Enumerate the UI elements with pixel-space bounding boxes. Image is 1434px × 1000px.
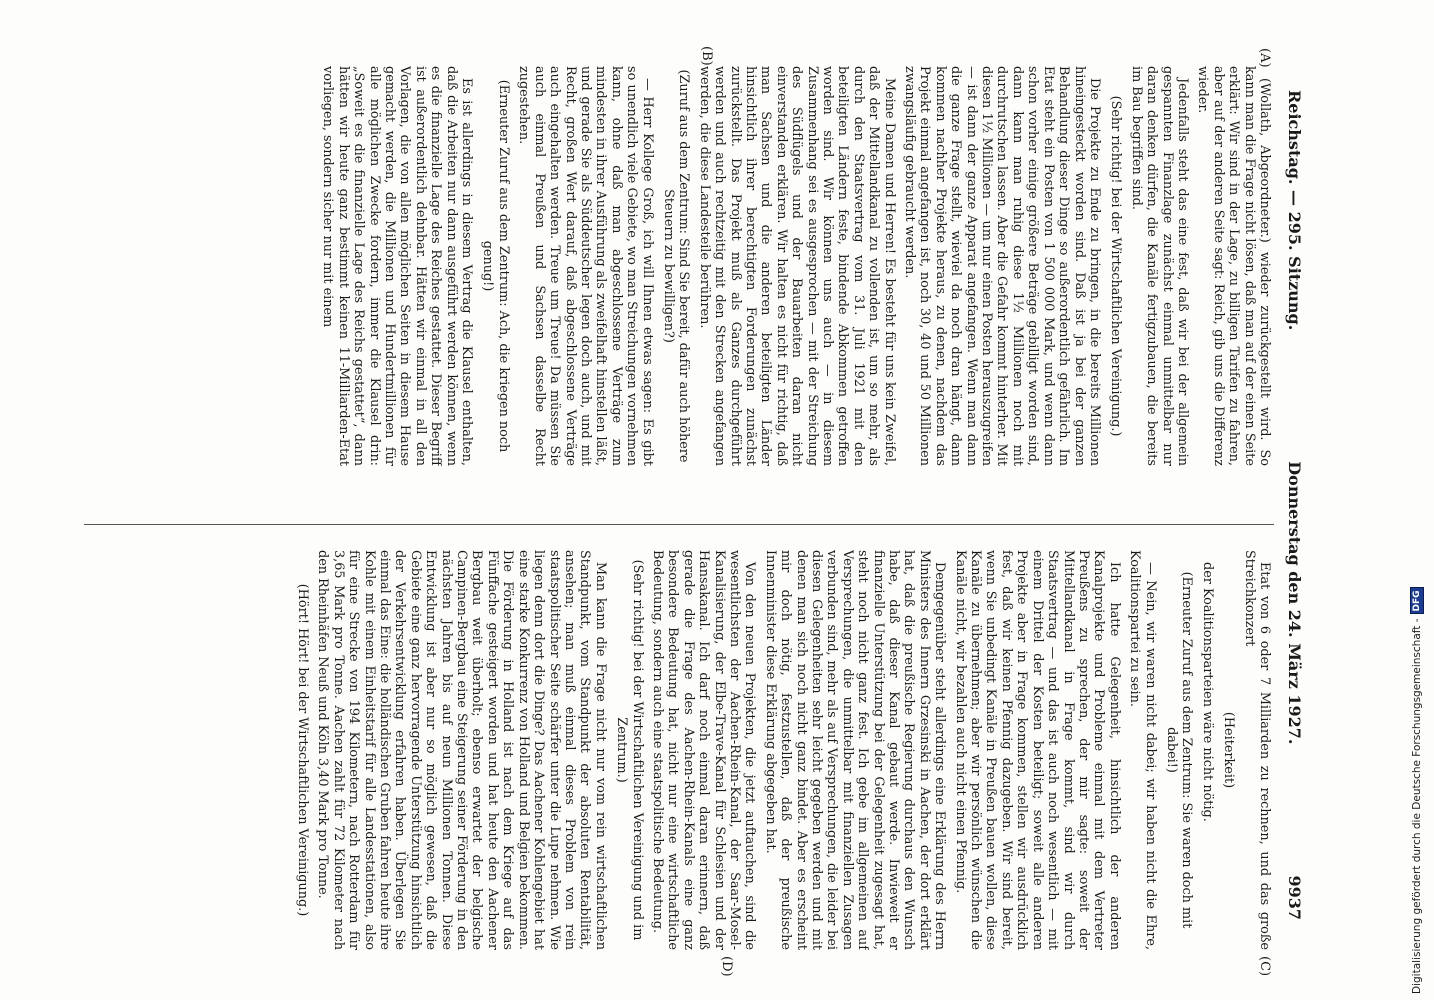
interjection: (Zuruf aus dem Zentrum: Sind Sie bereit, dafür auch höhere Steuern zu bewilligen?) (660, 69, 692, 463)
paragraph: — Herr Kollege Groß, ich will Ihnen etwas sagen: Es gibt so unendlich viele Gebiete, wo man Streichungen vornehmen kann, ohne daß man abgeschlossene Verträge zum mindesten in ihrer Ausführung als zweifelhaft hinstellen läßt, und gerade Sie als Süddeutscher legen doch auch, und mit Recht, großen Wert darauf, daß abgeschlossene Verträge auch eingehalten werden. Treue um Treue! Da müssen Sie auch einmal Preußen und Sachsen dasselbe Recht zugestehen. (516, 66, 655, 466)
digitization-footer (1408, 0, 1426, 994)
interjection: (Hört! Hört! bei der Wirtschaftlichen Vereinigung.) (295, 583, 311, 917)
paragraph: Meine Damen und Herren! Es besteht für uns kein Zweifel, daß der Mittellandkanal zu vollenden ist, um so mehr, als durch den Staatsvertrag vom 31. Juli 1921 mit den beteiligten Ländern feste, bindende Abkommen getroffen worden sind. Wir können uns auch — in diesem Zusammenhang sei es ausgesprochen — mit der Streichung des Südflügels und der Bauarbeiten daran nicht einverstanden erklären. Wir halten es nicht für richtig, daß man Sachsen und die anderen beteiligten Länder hinsichtlich ihrer berechtigten Forderungen zunächst zurückstellt. Das Projekt muß als Ganzes durchgeführt werden und auch rechtzeitig mit den Strecken angefangen werden, die diese Landesteile berühren. (696, 66, 897, 466)
paragraph: — Nein, wir waren nicht dabei; wir haben nicht die Ehre, Koalitionspartei zu sein. (1127, 550, 1158, 950)
dfg-logo: DFG (1410, 587, 1424, 614)
column-divider (84, 524, 1274, 525)
header-left: Reichstag. — 295. Sitzung. (1285, 90, 1305, 331)
margin-marker-a: (A) (1257, 48, 1272, 68)
paragraph: Von den neuen Projekten, die jetzt auftauchen, sind die wesentlichsten der Aachen-Rhein-Kanal, der Saar-Mosel-Kanalisierung, der Elbe-Trave-Kanal für Schlesien und der Hansakanal. Ich darf noch einmal daran erinnern, daß gerade die Frage des Aachen-Rhein-Kanals eine ganz besondere Bedeutung hat, nicht nur eine wirtschaftliche Bedeutung, sondern auch eine staatspolitische Bedeutung. (649, 550, 758, 950)
paragraph: Ich hatte Gelegenheit, hinsichtlich der anderen Kanalprojekte und Probleme einmal mit dem Vertreter Preußens zu sprechen, der mir sagte: soweit der Mittellandkanal in Frage kommt, sind wir durch Staatsvertrag — und das ist auch noch wesentlich — mit einem Drittel der Kosten beteiligt; soweit alle anderen Projekte aber in Frage kommen, stellen wir ausdrücklich fest, daß wir keinen Pfennig dazugeben. Wir sind bereit, wenn Sie unbedingt Kanäle in Preußen bauen wollen, diese Kanäle zu übernehmen; aber wir persönlich wünschen die Kanäle nicht, wir bezahlen auch nicht einen Pfennig. (952, 550, 1122, 950)
paragraph: Die Projekte zu Ende zu bringen, in die bereits Millionen hineingesteckt worden sind. Daß ist ja bei der ganzen Behandlung dieser Dinge so außerordentlich gefährlich. Im Etat steht ein Posten von 1 500 000 Mark, und wenn dann schon vorher einige größere Beträge gebilligt worden sind, dann kann man ruhig diese 1½ Millionen noch mit durchrutschen lassen. Aber die Gefahr kommt hinterher. Mit diesen 1½ Millionen — um nur einen Posten herauszugreifen — ist dann der ganze Apparat angefangen. Wenn man dann die ganze Frage stellt, wieviel da noch dran hängt, dann kommen nachher Projekte heraus, zu denen, nachdem das Projekt einmal angefangen ist, noch 30, 40 und 50 Millionen zwangsläufig gebraucht werden. (902, 66, 1102, 466)
margin-marker-d: (D) (719, 956, 734, 977)
paragraph: Es ist allerdings in diesem Vertrag die Klausel enthalten, daß die Arbeiten nur dann ausgeführt werden können, wenn es die finanzielle Lage des Reiches gestattet. Dieser Begriff ist außerordentlich dehnbar. Hätten wir einmal in all den Vorlagen, die von allen möglichen Seiten in diesem Hause gemacht werden, die Millionen und Hundertmillionen für alle möglichen Zwecke fordern, immer die Klausel drin: „Soweit es die finanzielle Lage des Reichs gestattet“, dann hätten wir heute ganz bestimmt keinen 11-Milliarden-Etat vorliegen, sondern sicher nur mit einem (320, 66, 475, 466)
interjection: (Heiterkeit) (1221, 711, 1237, 789)
interjection: (Sehr richtig! bei der Wirtschaftlichen Vereinigung und im Zentrum.) (614, 559, 645, 941)
paragraph: Jedenfalls steht das eine fest, daß wir bei der allgemein gespannten Finanzlage zunächst einmal unmittelbar nur daran denken dürfen, die Kanäle fertigzubauen, die bereits im Bau begriffen sind. (1128, 66, 1190, 466)
paragraph: der Koalitionsparteien wäre nicht nötig. (1199, 562, 1215, 822)
page-number: 9937 (1285, 875, 1305, 920)
interjection: (Sehr richtig! bei der Wirtschaftlichen Vereinigung.) (1108, 95, 1124, 437)
page-header (1284, 90, 1306, 920)
paragraph: Man kann die Frage nicht nur vom rein wirtschaftlichen Standpunkt, vom Standpunkt der absoluten Rentabilität, ansehen; man muß einmal dieses Problem von rein staatspolitischer Seite schärfer unter die Lupe nehmen. Wie liegen denn dort die Dinge? Das Aachener Kohlengebiet hat eine starke Konkurrenz von Holland und Belgien bekommen. Die Förderung in Holland ist nach dem Kriege auf das Fünffache gesteigert worden und hat heute den Aachener Bergbau weit überholt; ebenso erwartet der belgische Campinen-Bergbau eine Steigerung seiner Förderung in den nächsten Jahren bis auf neun Millionen Tonnen. Diese Entwicklung ist aber nur so möglich gewesen, daß die Gebiete eine ganz hervorragende Unterstützung hinsichtlich der Verkehrsentwicklung erfahren haben. Überlegen Sie einmal das Eine: die holländischen Gruben fahren heute ihre Kohle mit einem Einheitstarif für alle Landesstationen, also für eine Strecke von 194 Kilometern, nach Rotterdam für 3,65 Mark pro Tonne. Aachen zahlt für 72 Kilometer nach den Rheinhäfen Neuß und Köln 3,40 Mark pro Tonne. (315, 550, 608, 950)
right-column (87, 550, 1272, 950)
paragraph: Etat von 6 oder 7 Milliarden zu rechnen, und das große Streichkonzert (1241, 550, 1272, 950)
footer-text: Digitalisierung gefördert durch die Deutsche Forschungsgemeinschaft - (1411, 618, 1423, 994)
paragraph: (Wollath, Abgeordneter.) wieder zurückgestellt wird. So kann man die Frage nicht lösen, daß man auf der einen Seite erklärt: Wir sind in der Lage, zu billigen Tarifen zu fahren, aber auf der anderen Seite sagt: Reich, gib uns die Differenz wieder. (1195, 66, 1272, 466)
margin-marker-b: (B) (699, 46, 714, 66)
margin-marker-c: (C) (1257, 956, 1272, 977)
left-column (87, 66, 1272, 466)
header-center: Donnerstag den 24. März 1927. (1285, 461, 1305, 745)
interjection: (Erneuter Zuruf aus dem Zentrum: Sie waren doch mit dabei!) (1163, 571, 1195, 929)
interjection: (Erneuter Zuruf aus dem Zentrum: Ach, die kriegen noch genug!) (480, 79, 511, 453)
paragraph: Demgegenüber steht allerdings eine Erklärung des Herrn Ministers des Innern Grzesinski in Aachen, der dort erklärt hat, daß die preußische Regierung durchaus den Wunsch habe, daß dieser Kanal gebaut werde. Inwieweit er finanzielle Unterstützung bei der Gelegenheit zugesagt hat, steht noch nicht ganz fest. Ich gebe im allgemeinen auf Versprechungen, die unmittelbar mit finanziellen Zusagen verbunden sind, mehr als auf Versprechungen, die leider bei diesen Gelegenheiten sehr leicht gegeben werden und mit denen man sich noch nicht ganz bindet. Aber es erscheint mir doch nötig, festzustellen, daß der preußische Innenminister diese Erklärung abgegeben hat. (762, 550, 948, 950)
